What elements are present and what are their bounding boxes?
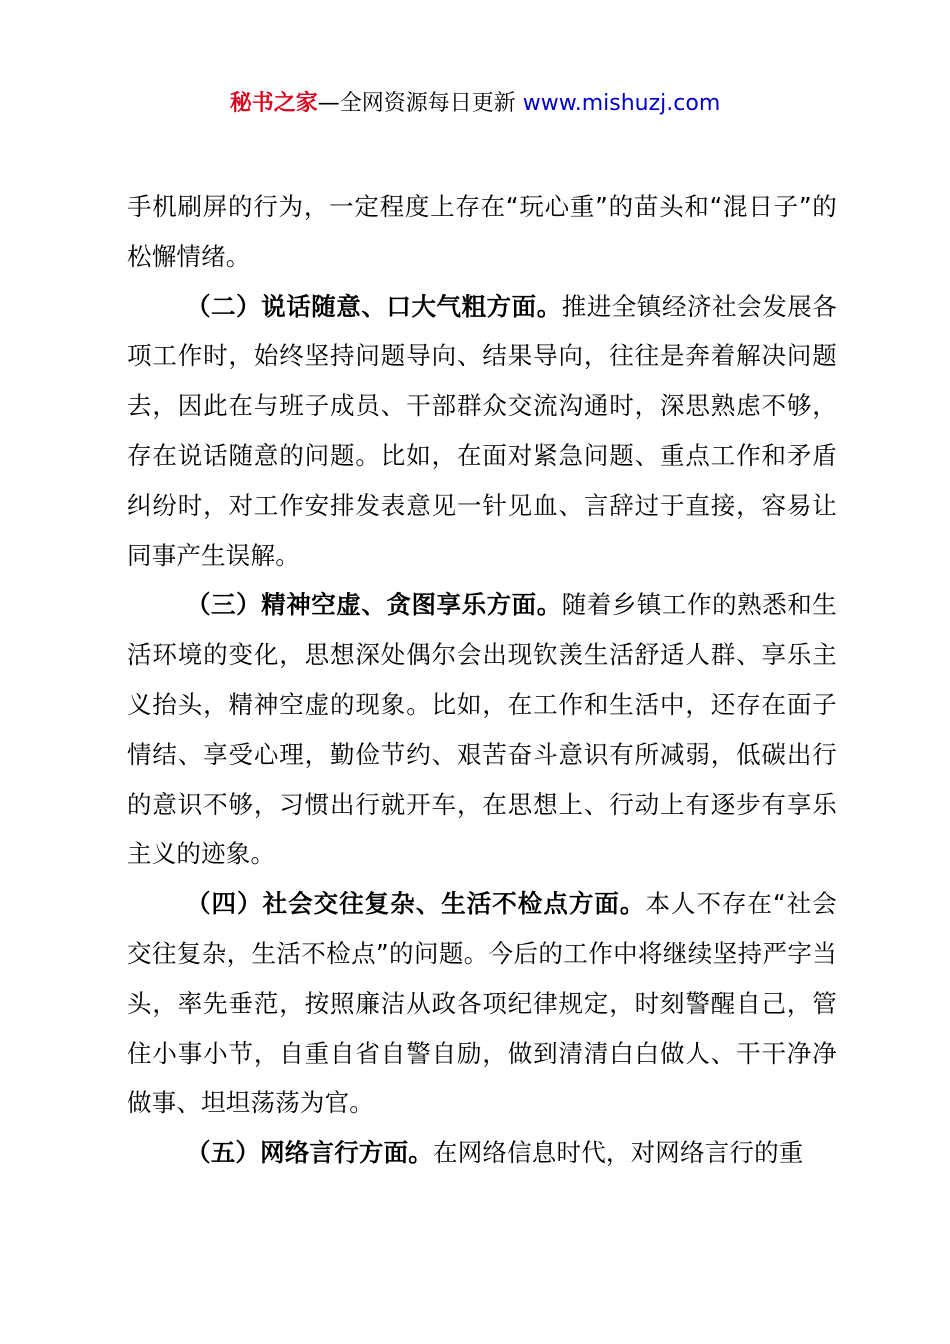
paragraph-text: 本人不存在“社会交往复杂，生活不检点”的问题。今后的工作中将继续坚持严字当头，率先垂范，按照廉洁从政各项纪律规定，时刻警醒自己，管住小事小节，自重自省自警自励，做到清清白白做人、干干净净做事、坦坦荡荡为官。 [127,889,837,1118]
paragraph-section-3 [127,580,837,879]
section-heading: （二）说话随意、口大气粗方面。 [186,291,562,321]
document-body [127,182,837,1178]
paragraph-continuation [127,182,837,282]
header-tagline: —全网资源每日更新 [317,91,523,116]
section-heading: （三）精神空虚、贪图享乐方面。 [186,590,562,620]
paragraph-text: 推进全镇经济社会发展各项工作时，始终坚持问题导向、结果导向，往往是奔着解决问题去，因此在与班子成员、干部群众交流沟通时，深思熟虑不够，存在说话随意的问题。比如，在面对紧急问题、重点工作和矛盾纠纷时，对工作安排发表意见一针见血、言辞过于直接，容易让同事产生误解。 [127,291,837,570]
section-heading: （五）网络言行方面。 [186,1138,433,1168]
paragraph-section-4 [127,879,837,1128]
site-link[interactable]: www.mishuzj.com [522,91,721,116]
page-header [0,86,950,122]
section-heading: （四）社会交往复杂、生活不检点方面。 [186,889,646,919]
paragraph-text: 随着乡镇工作的熟悉和生活环境的变化，思想深处偶尔会出现钦羡生活舒适人群、享乐主义抬头，精神空虚的现象。比如，在工作和生活中，还存在面子情结、享受心理，勤俭节约、艰苦奋斗意识有所减弱，低碳出行的意识不够，习惯出行就开车，在思想上、行动上有逐步有享乐主义的迹象。 [127,590,837,869]
paragraph-text: 手机刷屏的行为，一定程度上存在“玩心重”的苗头和“混日子”的松懈情绪。 [127,192,837,271]
brand-name: 秘书之家 [229,91,318,116]
paragraph-text: 在网络信息时代，对网络言行的重 [433,1138,804,1168]
paragraph-section-5 [127,1128,837,1178]
paragraph-section-2 [127,282,837,581]
